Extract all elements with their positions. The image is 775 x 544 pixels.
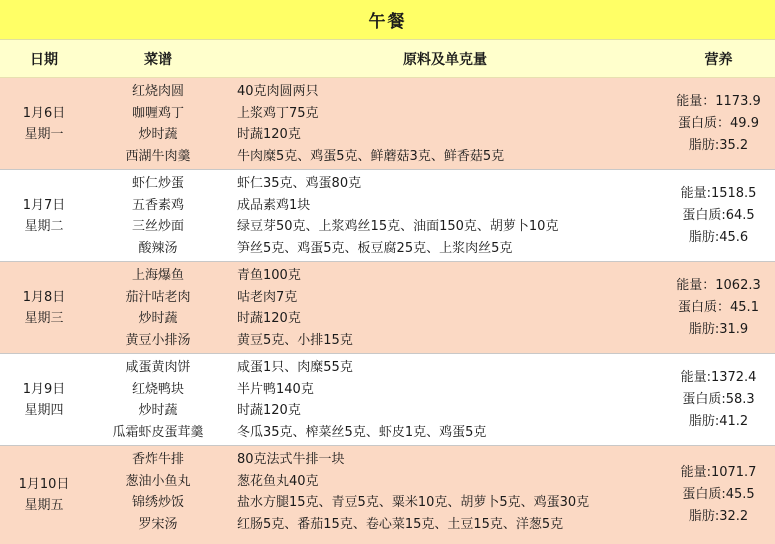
dishes-cell	[88, 449, 228, 535]
ingredients-cell	[237, 173, 662, 259]
protein-value: 蛋白质:64.5	[682, 207, 755, 223]
date-cell	[0, 170, 88, 261]
ingredient-line: 时蔬120克	[237, 403, 301, 418]
ingredient-line: 40克肉圆两只	[237, 84, 319, 99]
ingredient-line: 黄豆5克、小排15克	[237, 332, 353, 348]
fat-value: 脂肪:35.2	[688, 137, 749, 153]
dish-name: 黄豆小排汤	[125, 332, 191, 348]
date-cell	[0, 354, 88, 445]
dish-name: 炒时蔬	[138, 403, 178, 418]
day-row	[0, 446, 775, 544]
header-menu: 菜谱	[144, 52, 172, 68]
date-cell	[0, 78, 88, 169]
header-date: 日期	[30, 52, 58, 68]
dish-name: 五香素鸡	[131, 197, 184, 213]
fat-value: 脂肪:41.2	[688, 413, 749, 429]
dishes-cell	[88, 173, 228, 259]
energy-value: 能量：1173.9	[676, 93, 761, 109]
nutrition-cell	[662, 354, 775, 445]
dish-name: 咸蛋黄肉饼	[125, 360, 191, 375]
weekday-text: 星期一	[24, 126, 64, 142]
protein-value: 蛋白质：49.9	[678, 115, 759, 131]
header-row	[0, 40, 775, 78]
fat-value: 脂肪:31.9	[688, 321, 749, 337]
ingredient-line: 虾仁35克、鸡蛋80克	[237, 176, 362, 191]
weekday-text: 星期三	[24, 310, 64, 326]
ingredient-line: 葱花鱼丸40克	[237, 473, 319, 489]
dish-name: 西湖牛肉羹	[125, 148, 191, 164]
date-text: 1月10日	[18, 477, 70, 492]
protein-value: 蛋白质:58.3	[682, 391, 755, 407]
ingredient-line: 咸蛋1只、肉糜55克	[237, 360, 353, 375]
dish-name: 咖喱鸡丁	[131, 105, 184, 121]
nutrition-cell	[662, 170, 775, 261]
date-text: 1月6日	[22, 105, 66, 121]
ingredient-line: 上浆鸡丁75克	[237, 105, 319, 121]
dish-name: 三丝炒面	[131, 219, 184, 234]
day-row	[0, 78, 775, 170]
weekday-text: 星期五	[24, 498, 64, 513]
ingredient-line: 绿豆芽50克、上浆鸡丝15克、油面150克、胡萝卜10克	[237, 219, 559, 234]
protein-value: 蛋白质:45.5	[682, 487, 755, 502]
weekday-text: 星期四	[24, 402, 64, 418]
fat-value: 脂肪:32.2	[688, 509, 749, 524]
dish-name: 锦绣炒饭	[131, 495, 184, 510]
energy-value: 能量：1062.3	[676, 277, 761, 293]
energy-value: 能量:1372.4	[680, 369, 757, 385]
date-cell	[0, 262, 88, 353]
day-row	[0, 354, 775, 446]
ingredient-line: 半片鸭140克	[237, 381, 314, 397]
ingredient-line: 成品素鸡1块	[237, 197, 311, 213]
fat-value: 脂肪:45.6	[688, 229, 749, 245]
dish-name: 虾仁炒蛋	[131, 176, 184, 191]
date-cell	[0, 446, 88, 544]
ingredient-line: 冬瓜35克、榨菜丝5克、虾皮1克、鸡蛋5克	[237, 424, 487, 440]
dish-name: 酸辣汤	[138, 240, 178, 256]
ingredients-cell	[237, 265, 662, 351]
ingredient-line: 红肠5克、番茄15克、卷心菜15克、土豆15克、洋葱5克	[237, 516, 564, 532]
ingredient-line: 牛肉糜5克、鸡蛋5克、鲜蘑菇3克、鲜香菇5克	[237, 148, 505, 164]
energy-value: 能量:1518.5	[680, 185, 757, 201]
dish-name: 炒时蔬	[138, 311, 178, 326]
nutrition-cell	[662, 446, 775, 544]
ingredient-line: 80克法式牛排一块	[237, 452, 345, 467]
dish-name: 瓜霜虾皮蛋茸羹	[112, 424, 204, 440]
dish-name: 葱油小鱼丸	[125, 473, 191, 489]
ingredients-cell	[237, 449, 662, 535]
dish-name: 茄汁咕老肉	[125, 289, 191, 305]
ingredients-cell	[237, 81, 662, 167]
dishes-cell	[88, 265, 228, 351]
table-title: 午餐	[0, 0, 775, 40]
dish-name: 上海爆鱼	[131, 268, 184, 283]
dish-name: 红烧肉圆	[131, 84, 184, 99]
date-text: 1月8日	[22, 289, 66, 305]
date-text: 1月7日	[22, 197, 66, 213]
dishes-cell	[88, 357, 228, 443]
ingredient-line: 笋丝5克、鸡蛋5克、板豆腐25克、上浆肉丝5克	[237, 240, 513, 256]
energy-value: 能量:1071.7	[680, 465, 757, 480]
dish-name: 罗宋汤	[138, 516, 178, 532]
nutrition-cell	[662, 262, 775, 353]
dishes-cell	[88, 81, 228, 167]
ingredient-line: 咕老肉7克	[237, 289, 298, 305]
ingredient-line: 青鱼100克	[237, 268, 301, 283]
day-row	[0, 262, 775, 354]
day-row	[0, 170, 775, 262]
dish-name: 红烧鸭块	[131, 381, 184, 397]
ingredient-line: 时蔬120克	[237, 127, 301, 142]
nutrition-cell	[662, 78, 775, 169]
weekday-text: 星期二	[24, 218, 64, 234]
header-nutrition: 营养	[704, 52, 733, 68]
ingredient-line: 盐水方腿15克、青豆5克、粟米10克、胡萝卜5克、鸡蛋30克	[237, 495, 590, 510]
ingredients-cell	[237, 357, 662, 443]
date-text: 1月9日	[22, 381, 66, 397]
header-ingredients: 原料及单克量	[403, 52, 487, 68]
protein-value: 蛋白质：45.1	[678, 299, 759, 315]
dish-name: 香炸牛排	[131, 452, 184, 467]
dish-name: 炒时蔬	[138, 127, 178, 142]
ingredient-line: 时蔬120克	[237, 311, 301, 326]
